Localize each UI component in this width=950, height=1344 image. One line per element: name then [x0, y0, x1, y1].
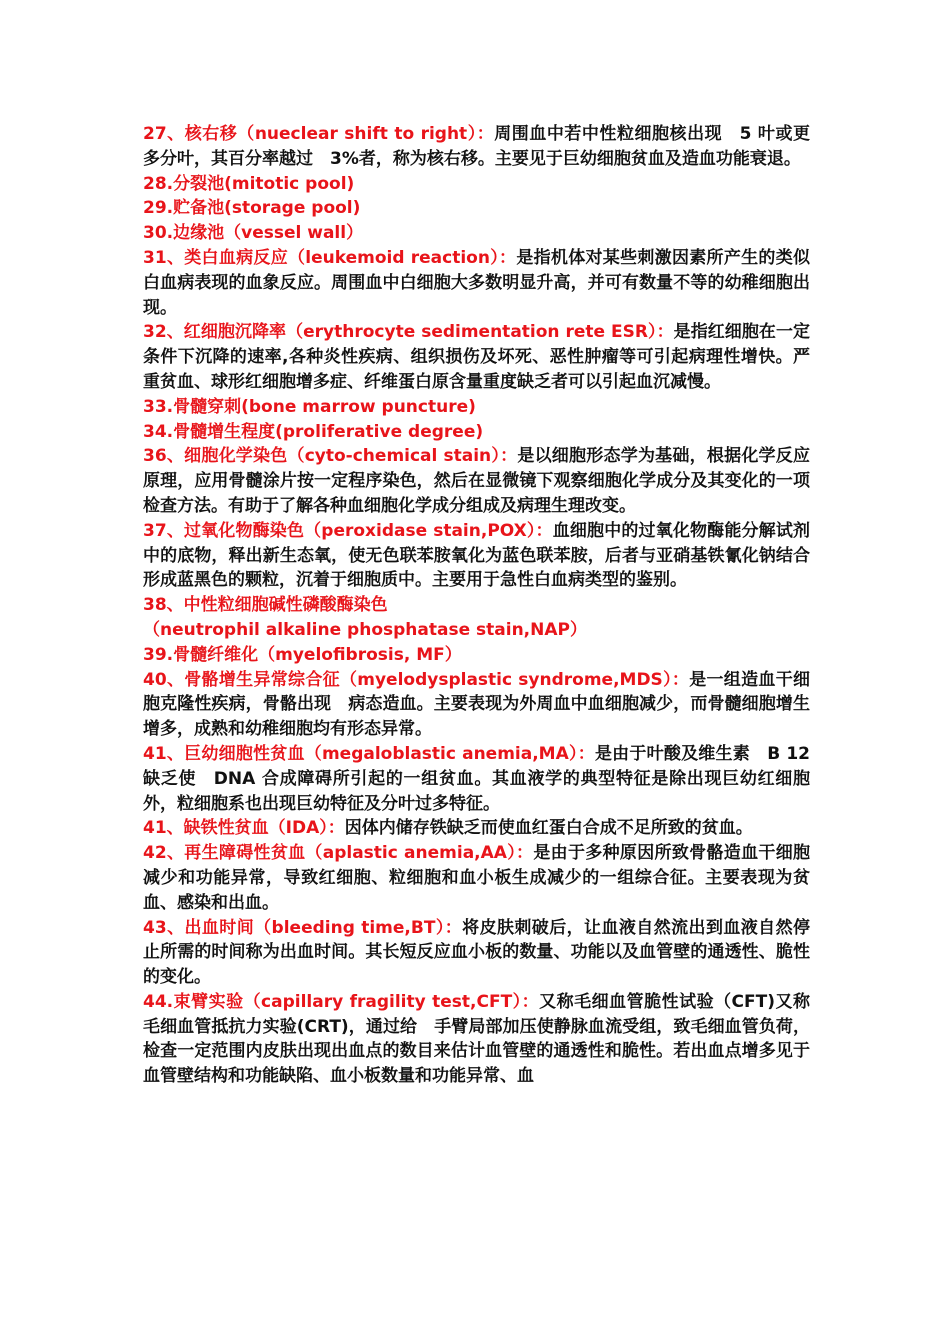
entry-28 [143, 172, 810, 197]
term-definition: 是指红细胞在一定条件下沉降的速率,各种炎性疾病、组织损伤及坏死、恶性肿瘤等可引起病理性增快。严重贫血、球形红细胞增多症、纤维蛋白原含量重度缺乏者可以引起血沉减慢。 [143, 322, 811, 392]
entry-33 [143, 395, 810, 420]
term-label: 28.分裂池(mitotic pool) [143, 173, 355, 194]
term-label: 34.骨髓增生程度(proliferative degree) [143, 421, 484, 442]
term-label: 41、缺铁性贫血（IDA）： [143, 818, 345, 839]
entry-40 [143, 668, 810, 742]
entry-37 [143, 519, 827, 593]
entry-42 [143, 841, 810, 915]
entry-30 [143, 221, 810, 246]
term-label: 40、骨骼增生异常综合征（myelodysplastic syndrome,MDS）： [143, 669, 690, 690]
term-label: 37、过氧化物酶染色（peroxidase stain,POX）： [143, 520, 553, 541]
term-label: 43、出血时间（bleeding time,BT）： [143, 917, 463, 938]
term-definition: 将皮肤刺破后，让血液自然流出到血液自然停止所需的时间称为出血时间。其长短反应血小板的数量、功能以及血管壁的通透性、脆性的变化。 [143, 917, 811, 988]
entry-34 [143, 420, 810, 445]
term-label: 29.贮备池(storage pool) [143, 198, 361, 219]
term-definition: 是指机体对某些刺激因素所产生的类似白血病表现的血象反应。周围血中白细胞大多数明显升高，并可有数量不等的幼稚细胞出现。 [143, 247, 810, 318]
term-definition: 是一组造血干细胞克隆性疾病，骨骼出现 病态造血。主要表现为外周血中血细胞减少，而骨髓细胞增生增多，成熟和幼稚细胞均有形态异常。 [143, 669, 811, 740]
entry-44 [143, 990, 810, 1089]
entry-29 [143, 196, 810, 221]
term-definition: 因体内储存铁缺乏而使血红蛋白合成不足所致的贫血。 [344, 818, 753, 839]
term-definition: 是由于叶酸及维生素 B 12 缺乏使 DNA 合成障碍所引起的一组贫血。其血液学的典型特征是除出现巨幼红细胞外，粒细胞系也出现巨幼特征及分叶过多特征。 [143, 743, 810, 814]
term-definition: 周围血中若中性粒细胞核出现 5 叶或更多分叶，其百分率越过 3%者，称为核右移。主要见于巨幼细胞贫血及造血功能衰退。 [143, 124, 810, 169]
entry-38-english [143, 618, 810, 643]
term-label: 30.边缘池（vessel wall） [143, 223, 364, 244]
term-label: 31、类白血病反应（leukemoid reaction）： [143, 247, 517, 268]
term-label: 41、巨幼细胞性贫血（megaloblastic anemia,MA）： [143, 743, 595, 764]
entry-43 [143, 916, 810, 990]
term-label: 38、中性粒细胞碱性磷酸酶染色 [143, 595, 388, 616]
entry-27 [143, 122, 810, 172]
term-label: 44.束臂实验（capillary fragility test,CFT）： [143, 991, 540, 1012]
term-definition: 是由于多种原因所致骨骼造血干细胞减少和功能异常，导致红细胞、粒细胞和血小板生成减少的一组综合征。主要表现为贫血、感染和出血。 [143, 843, 810, 913]
entry-41-ida [143, 816, 810, 841]
entry-41-ma [143, 742, 810, 816]
entry-39 [143, 643, 810, 668]
term-label: 33.骨髓穿刺(bone marrow puncture) [143, 396, 476, 417]
term-definition: 是以细胞形态学为基础，根据化学反应原理，应用骨髓涂片按一定程序染色，然后在显微镜下观察细胞化学成分及其变化的一项检查方法。有助于了解各种血细胞化学成分组成及病理生理改变。 [143, 446, 810, 516]
term-label: （neutrophil alkaline phosphatase stain,NAP） [143, 619, 587, 640]
term-label: 32、红细胞沉降率（erythrocyte sedimentation rete ESR）： [143, 322, 674, 343]
entry-36 [143, 444, 810, 518]
entry-32 [143, 320, 810, 394]
term-label: 36、细胞化学染色（cyto-chemical stain）： [143, 446, 518, 467]
term-label: 39.骨髓纤维化（myelofibrosis, MF） [143, 644, 462, 665]
entry-31 [143, 246, 810, 320]
entry-38 [143, 593, 810, 618]
term-label: 27、核右移（nueclear shift to right）： [143, 124, 495, 144]
term-definition: 又称毛细血管脆性试验（CFT)又称毛细血管抵抗力实验(CRT)，通过给 手臂局部加压使静脉血流受组，致毛细血管负荷，检查一定范围内皮肤出现出血点的数目来估计血管壁的通透性和脆性。若出血点增多见于血管壁结构和功能缺陷、血小板数量和功能异常、血 [143, 991, 810, 1087]
term-label: 42、再生障碍性贫血（aplastic anemia,AA）： [143, 843, 534, 864]
term-definition: 血细胞中的过氧化物酶能分解试剂中的底物，释出新生态氧，使无色联苯胺氧化为蓝色联苯胺，后者与亚硝基铁氰化钠结合 形成蓝黑色的颗粒，沉着于细胞质中。主要用于急性白血病类型的鉴别。 [143, 520, 827, 591]
